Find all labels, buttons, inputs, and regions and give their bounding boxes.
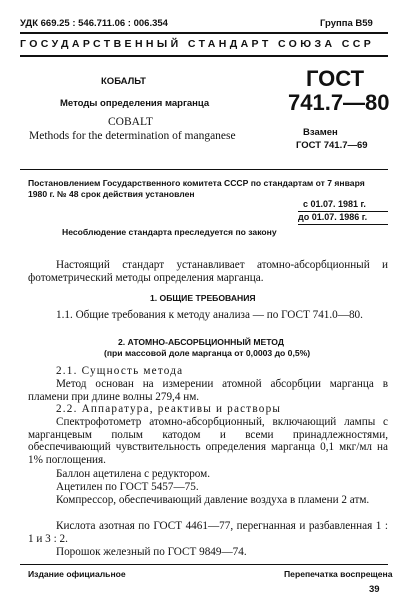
title-en: COBALT (108, 116, 153, 128)
page-number: 39 (369, 584, 380, 595)
p22-text: Спектрофотометр атомно-абсорбционный, включающий лампы с марганцевым полым катодом и всеми принадлежностями, обеспечивающий чувствительность определения марганца 0,1 мкг/мл на 1% поглощения. (28, 416, 388, 466)
p22-title: 2.2. Аппаратура, реактивы и растворы (56, 403, 282, 415)
p21-title: 2.1. Сущность метода (56, 365, 184, 377)
violation-notice: Несоблюдение стандарта преследуется по закону (62, 227, 277, 237)
valid-to-underline (298, 224, 388, 225)
title-rule (20, 169, 388, 170)
footer-official: Издание официальное (28, 569, 126, 579)
valid-from: с 01.07. 1981 г. (303, 199, 366, 209)
header-rule (20, 55, 388, 57)
section2-heading: 2. АТОМНО-АБСОРБЦИОННЫЙ МЕТОД (118, 337, 284, 347)
iron-line: Порошок железный по ГОСТ 9849—74. (56, 546, 247, 558)
section1-heading: 1. ОБЩИЕ ТРЕБОВАНИЯ (150, 293, 256, 303)
standard-line: ГОСУДАРСТВЕННЫЙ СТАНДАРТ СОЮЗА ССР (20, 38, 375, 50)
section2-subheading: (при массовой доле марганца от 0,0003 до 0,5%) (104, 348, 311, 358)
subtitle-en: Methods for the determination of manganese (29, 130, 236, 142)
footer-reprint: Перепечатка воспрещена (284, 569, 393, 579)
acetylene-line: Ацетилен по ГОСТ 5457—75. (56, 481, 199, 493)
decree-line-1: Постановлением Государственного комитета СССР по стандартам от 7 января (28, 178, 365, 188)
udk-code: УДК 669.25 : 546.711.06 : 006.354 (20, 18, 168, 29)
p21-text: Метод основан на измерении атомной абсорбции марганца в пламени при длине волны 279,4 нм. (28, 378, 388, 403)
replaces-label: Взамен (303, 127, 338, 138)
title-ru: КОБАЛЬТ (101, 76, 146, 87)
replaces-value: ГОСТ 741.7—69 (296, 140, 368, 151)
valid-to: до 01.07. 1986 г. (298, 212, 368, 222)
top-rule (20, 32, 388, 34)
compressor-line: Компрессор, обеспечивающий давление воздуха в пламени 2 атм. (56, 494, 370, 506)
gost-number: 741.7—80 (288, 90, 390, 115)
intro-paragraph: Настоящий стандарт устанавливает атомно-абсорбционный и фотометрический методы определения марганца. (28, 259, 388, 284)
section1-text: 1.1. Общие требования к методу анализа — по ГОСТ 741.0—80. (56, 309, 363, 321)
decree-line-2: 1980 г. № 48 срок действия установлен (28, 189, 195, 199)
footer-rule (20, 564, 388, 565)
balloon-line: Баллон ацетилена с редуктором. (56, 468, 211, 480)
group-code: Группа В59 (320, 18, 373, 29)
acid-line: Кислота азотная по ГОСТ 4461—77, перегнанная и разбавленная 1 : 1 и 3 : 2. (28, 520, 388, 545)
subtitle-ru: Методы определения марганца (60, 98, 210, 109)
gost-label: ГОСТ (306, 66, 365, 91)
